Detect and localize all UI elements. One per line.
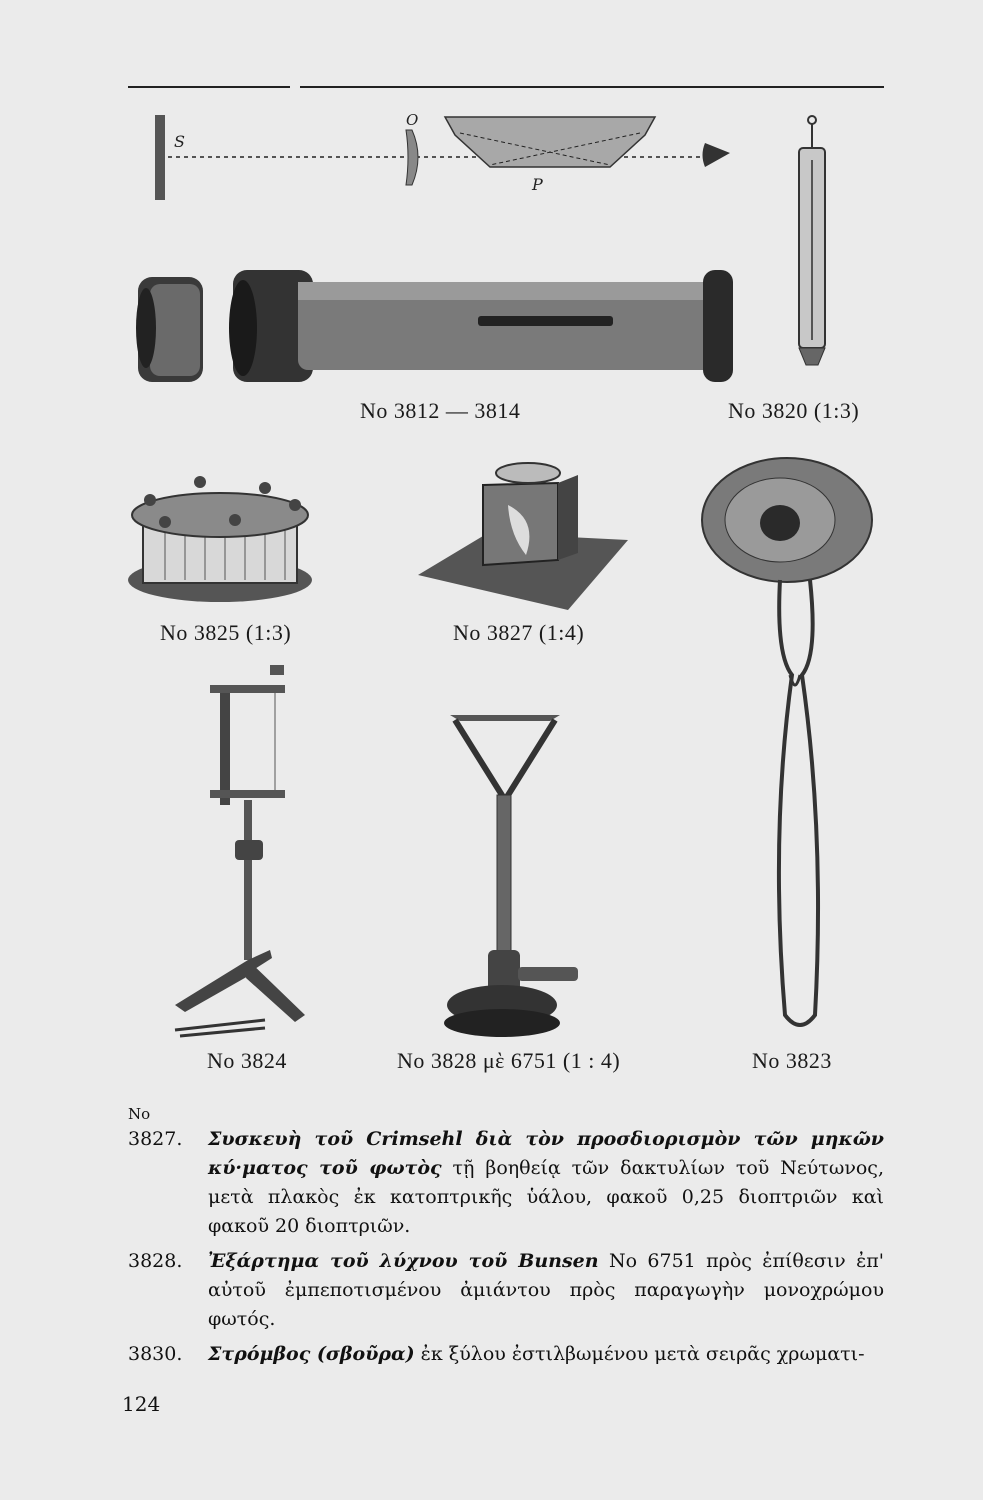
optics-diagram [140, 105, 740, 210]
caption-3825: No 3825 (1:3) [160, 620, 292, 645]
list-item [128, 1340, 884, 1369]
caption-spectroscope: No 3812 — 3814 [360, 398, 521, 423]
burner-3828-illustration [440, 705, 585, 1045]
entry-text: ἐκ ξύλου ἐστιλβωμένου μετὰ σειρᾶς χρωματι- [414, 1343, 865, 1365]
entries-header: No [128, 1105, 151, 1123]
catalog-entries [128, 1105, 884, 1375]
entry-number: 3830. [128, 1343, 183, 1365]
lens-label: O [406, 111, 419, 129]
apparatus-3827-illustration [418, 455, 628, 615]
source-label: S [174, 132, 185, 151]
slit-screen [155, 115, 165, 200]
entry-title: Συσκευὴ τοῦ Crimsehl διὰ τὸν προσδιορισμὸν τῶν μηκῶν κύ·ματος τοῦ φωτὸς [208, 1128, 884, 1179]
entry-number: 3828. [128, 1250, 183, 1272]
list-item [128, 1125, 884, 1241]
stand-3824-illustration [170, 660, 320, 1040]
lens [406, 130, 418, 185]
prism-label: P [532, 175, 543, 194]
entry-title: Στρόμβος (σβοῦρα) [208, 1343, 415, 1365]
caption-3824: No 3824 [207, 1048, 287, 1073]
caption-3828: No 3828 μὲ 6751 (1 : 4) [397, 1048, 621, 1073]
caption-3827: No 3827 (1:4) [453, 620, 585, 645]
spectroscope-illustration [128, 262, 743, 392]
top-rule [128, 86, 884, 88]
entry-title: Ἐξάρτημα τοῦ λύχνου τοῦ Bunsen [208, 1250, 599, 1272]
tongs-3823-illustration [700, 455, 880, 1040]
prism [445, 117, 655, 167]
caption-3823: No 3823 [752, 1048, 832, 1073]
list-item [128, 1247, 884, 1334]
eye-icon [703, 143, 731, 167]
entry-text: No 6751 πρὸς ἐπίθεσιν ἐπ' αὐτοῦ ἐμπεποτισμένου ἀμιάντου πρὸς παραγωγὴν μονοχρώμου φωτός. [208, 1250, 884, 1330]
apparatus-3825-illustration [125, 470, 325, 610]
page-number: 124 [122, 1392, 161, 1416]
caption-thermometer: No 3820 (1:3) [728, 398, 860, 423]
thermometer-illustration [790, 110, 835, 375]
entry-number: 3827. [128, 1128, 183, 1150]
entry-text: τῇ βοηθείᾳ τῶν δακτυλίων τοῦ Νεύτωνος, μετὰ πλακὸς ἐκ κατοπτρικῆς ὑάλου, φακοῦ 0,25 διοπτριῶν καὶ φακοῦ 20 διοπτριῶν. [208, 1157, 884, 1237]
